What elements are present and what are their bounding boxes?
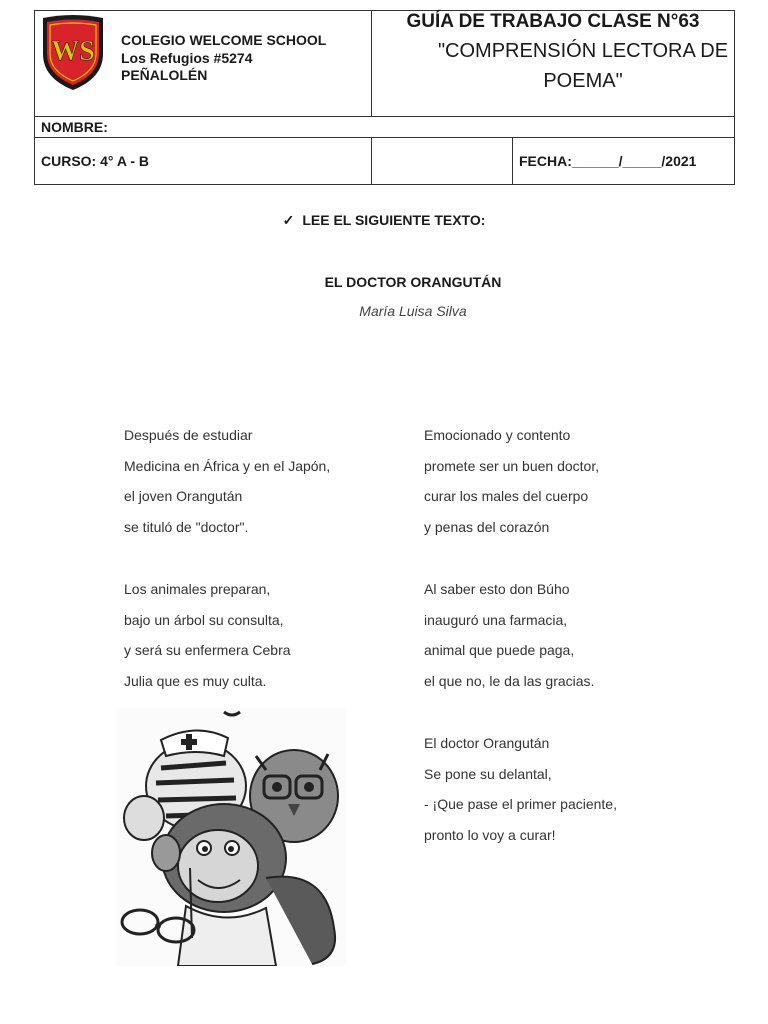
instruction-text: LEE EL SIGUIENTE TEXTO:: [302, 212, 486, 228]
poem-line: se tituló de "doctor".: [124, 519, 249, 536]
poem-line: Los animales preparan,: [124, 581, 271, 597]
logo-text: WS: [51, 36, 95, 67]
poem-line: promete ser un buen doctor,: [424, 457, 600, 474]
school-cell: [35, 11, 372, 117]
poem-line: El doctor Orangután: [424, 735, 550, 751]
poem-line: animal que puede paga,: [424, 642, 575, 659]
stanza-1: [124, 420, 330, 543]
school-city: PEÑALOLÉN: [121, 67, 208, 83]
nombre-label: NOMBRE:: [41, 119, 108, 135]
zebra-nurse-monkey-owl-illustration-icon: [116, 708, 346, 966]
poem-line: Emocionado y contento: [424, 427, 571, 443]
school-info: [121, 32, 326, 85]
guide-title: GUÍA DE TRABAJO CLASE N°63: [406, 11, 700, 32]
poem-line: Medicina en África y en el Japón,: [124, 457, 331, 474]
nombre-field[interactable]: [35, 117, 735, 138]
poem-line: pronto lo voy a curar!: [424, 827, 556, 844]
blank-cell: [372, 138, 513, 185]
curso-label: CURSO: 4° A - B: [41, 153, 150, 169]
poem-title: EL DOCTOR ORANGUTÁN: [324, 274, 502, 290]
poem-line: Después de estudiar: [124, 427, 253, 443]
poem-line: Julia que es muy culta.: [124, 673, 267, 690]
poem-line: Al saber esto don Búho: [424, 581, 570, 597]
school-address: Los Refugios #5274: [121, 49, 253, 66]
school-name: COLEGIO WELCOME SCHOOL: [121, 32, 327, 48]
poem-line: - ¡Que pase el primer paciente,: [424, 796, 617, 813]
poem-line: bajo un árbol su consulta,: [124, 611, 284, 628]
stanza-4: [424, 574, 594, 697]
curso-cell: [35, 138, 372, 185]
guide-subtitle-line-2: POEMA": [543, 70, 623, 92]
guide-subtitle: [372, 36, 734, 96]
guide-subtitle-line-1: "COMPRENSIÓN LECTORA DE: [437, 40, 729, 62]
poem-author: María Luisa Silva: [359, 303, 467, 319]
poem-line: curar los males del cuerpo: [424, 488, 589, 505]
stanza-3: [424, 420, 599, 543]
poem-line: y será su enfermera Cebra: [124, 642, 291, 659]
fecha-field[interactable]: [513, 138, 735, 185]
poem-line: Se pone su delantal,: [424, 765, 552, 782]
header-table: [34, 10, 735, 185]
checkmark-icon: ✓: [282, 212, 295, 228]
fecha-label: FECHA:______/_____/2021: [519, 153, 697, 169]
poem-line: inauguró una farmacia,: [424, 611, 568, 628]
stanza-2: [124, 574, 291, 697]
stanza-5: [424, 728, 617, 851]
poem-line: el joven Orangután: [124, 488, 243, 505]
title-cell: [372, 11, 735, 117]
school-logo-icon: [39, 14, 107, 92]
instruction: [0, 212, 768, 229]
poem-line: y penas del corazón: [424, 519, 550, 536]
poem-line: el que no, le da las gracias.: [424, 673, 595, 690]
